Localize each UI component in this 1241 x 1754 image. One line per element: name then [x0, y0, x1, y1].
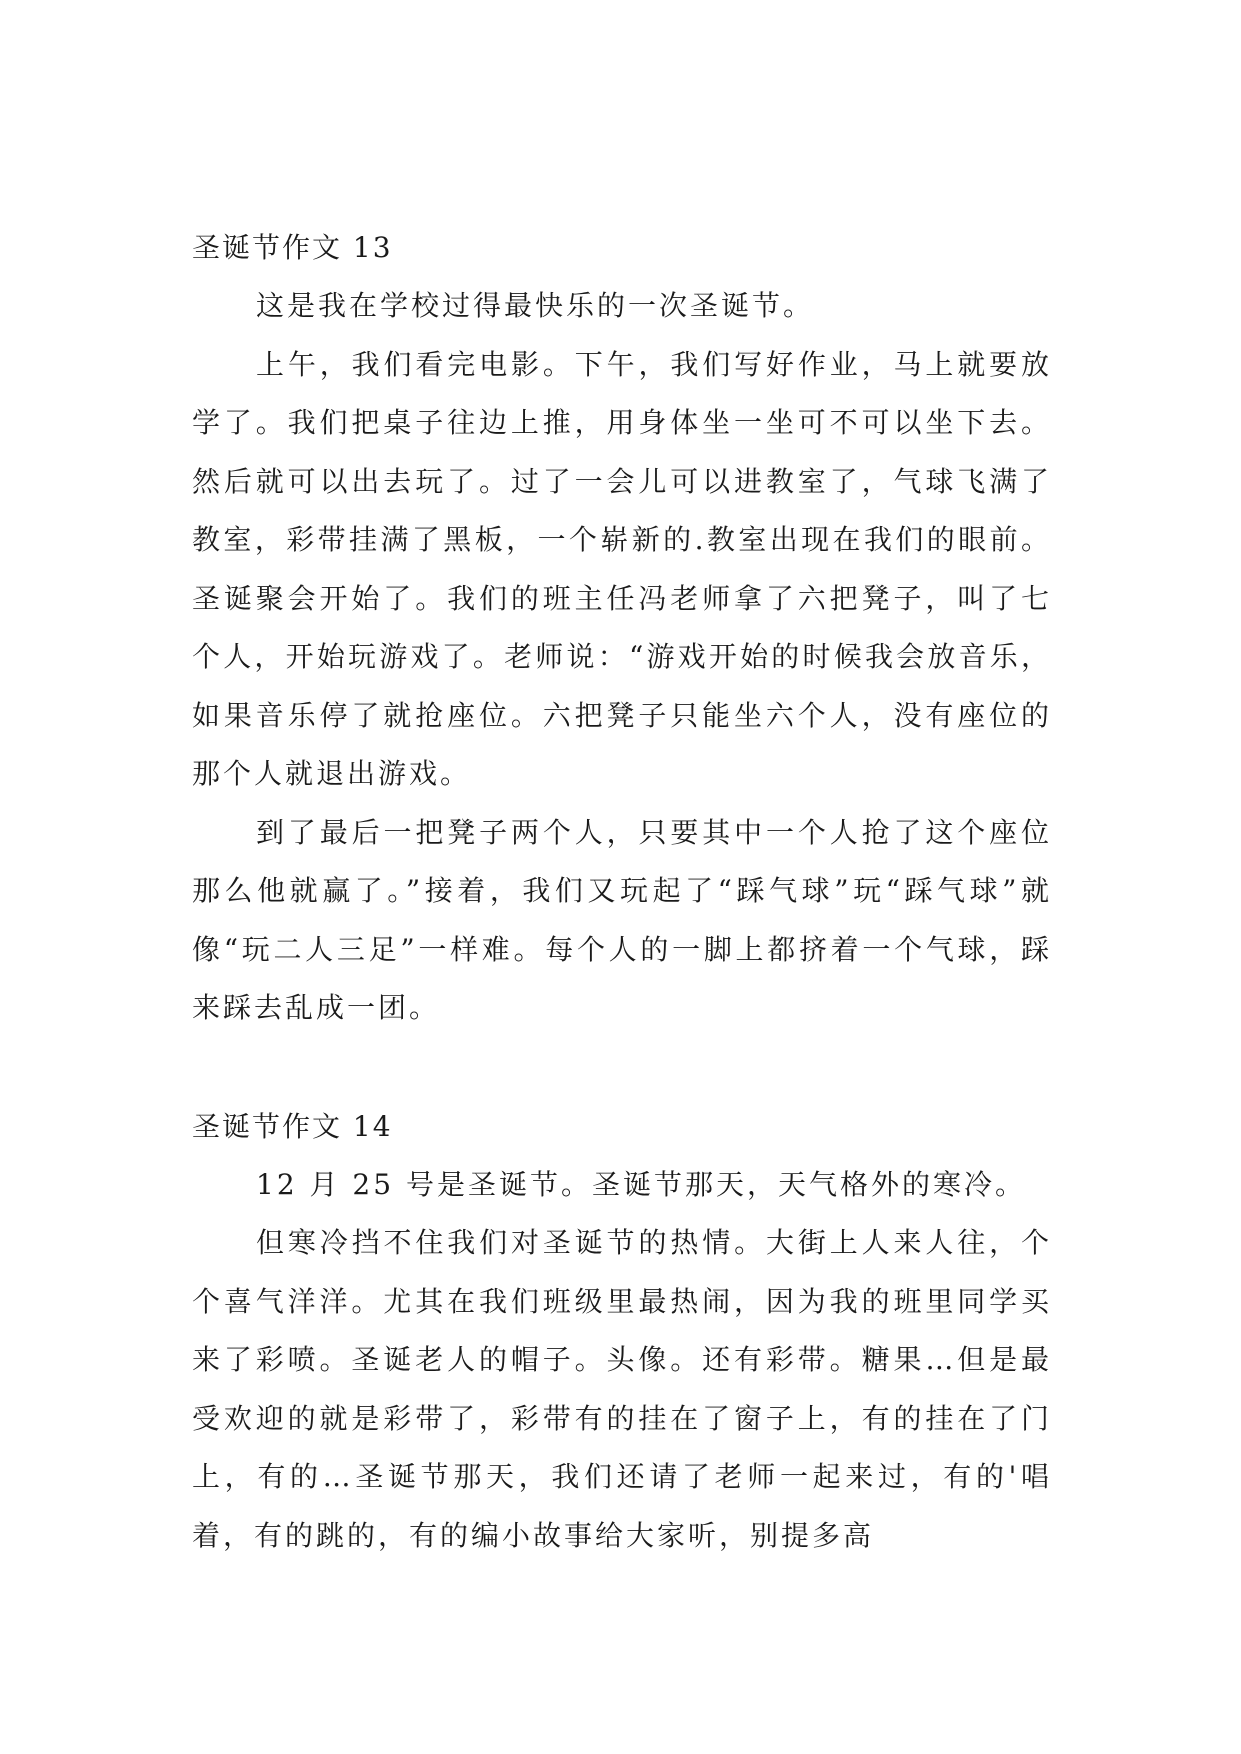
essay-paragraph: 到了最后一把凳子两个人，只要其中一个人抢了这个座位那么他就赢了。”接着，我们又玩起了“踩气球”玩“踩气球”就像“玩二人三足”一样难。每个人的一脚上都挤着一个气球，踩来踩去乱成一团。	[192, 815, 1052, 1024]
essay-title: 圣诞节作文 14	[192, 1109, 393, 1143]
essay-section-13	[192, 219, 1052, 1038]
essay-paragraph: 但寒冷挡不住我们对圣诞节的热情。大街上人来人往，个个喜气洋洋。尤其在我们班级里最热闹，因为我的班里同学买来了彩喷。圣诞老人的帽子。头像。还有彩带。糖果…但是最受欢迎的就是彩带了，彩带有的挂在了窗子上，有的挂在了门上，有的…圣诞节那天，我们还请了老师一起来过，有的'唱着，有的跳的，有的编小故事给大家听，别提多高	[192, 1226, 1052, 1552]
essay-title: 圣诞节作文 13	[192, 231, 393, 264]
essay-paragraph: 这是我在学校过得最快乐的一次圣诞节。	[256, 289, 815, 322]
essay-paragraph: 上午，我们看完电影。下午，我们写好作业，马上就要放学了。我们把桌子往边上推，用身体坐一坐可不可以坐下去。然后就可以出去玩了。过了一会儿可以进教室了，气球飞满了教室，彩带挂满了黑板，一个崭新的.教室出现在我们的眼前。圣诞聚会开始了。我们的班主任冯老师拿了六把凳子，叫了七个人，开始玩游戏了。老师说：“游戏开始的时候我会放音乐，如果音乐停了就抢座位。六把凳子只能坐六个人，没有座位的那个人就退出游戏。	[192, 347, 1052, 790]
essay-section-14	[192, 1098, 1052, 1566]
document-body	[192, 219, 1052, 1565]
essay-paragraph: 12 月 25 号是圣诞节。圣诞节那天，天气格外的寒冷。	[256, 1167, 1026, 1201]
